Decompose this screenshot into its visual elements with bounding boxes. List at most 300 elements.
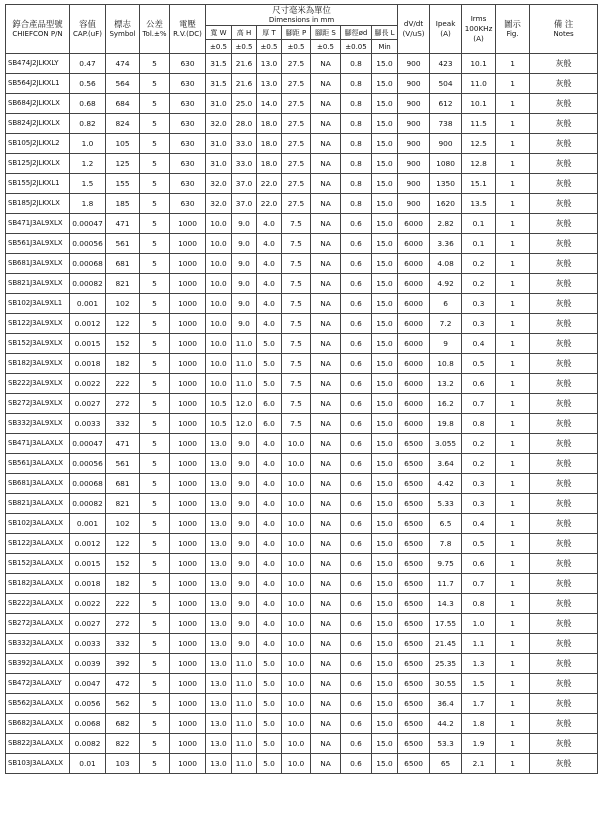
cell-pitch-p: 27.5 xyxy=(282,94,311,114)
cell-height: 9.0 xyxy=(232,494,257,514)
cell-lead-length: 15.0 xyxy=(372,614,398,634)
cell-lead-length: 15.0 xyxy=(372,474,398,494)
cell-lead-diameter: 0.6 xyxy=(341,614,372,634)
cell-lead-diameter: 0.6 xyxy=(341,634,372,654)
cell-tolerance: 5 xyxy=(140,594,170,614)
cell-figure: 1 xyxy=(496,594,530,614)
cell-irms: 0.3 xyxy=(462,314,496,334)
cell-ipeak: 11.7 xyxy=(430,574,462,594)
table-row xyxy=(6,54,598,74)
cell-width: 31.5 xyxy=(206,74,232,94)
cell-part-number: SB103J3ALAXLX xyxy=(6,754,70,774)
table-row xyxy=(6,254,598,274)
cell-dvdt: 6500 xyxy=(398,554,430,574)
cell-lead-length: 15.0 xyxy=(372,454,398,474)
cell-rated-voltage: 1000 xyxy=(170,594,206,614)
cell-thickness: 4.0 xyxy=(257,554,282,574)
cell-lead-diameter: 0.6 xyxy=(341,574,372,594)
cell-dvdt: 6000 xyxy=(398,314,430,334)
cell-symbol: 824 xyxy=(106,114,140,134)
cell-figure: 1 xyxy=(496,474,530,494)
cell-height: 9.0 xyxy=(232,274,257,294)
cell-rated-voltage: 1000 xyxy=(170,554,206,574)
table-row xyxy=(6,454,598,474)
cell-height: 9.0 xyxy=(232,234,257,254)
table-body xyxy=(6,54,598,774)
cell-height: 9.0 xyxy=(232,454,257,474)
cell-thickness: 5.0 xyxy=(257,334,282,354)
cell-width: 32.0 xyxy=(206,194,232,214)
cell-height: 11.0 xyxy=(232,674,257,694)
cell-figure: 1 xyxy=(496,314,530,334)
cell-height: 9.0 xyxy=(232,594,257,614)
table-row xyxy=(6,314,598,334)
cell-height: 9.0 xyxy=(232,514,257,534)
table-row xyxy=(6,694,598,714)
cell-tolerance: 5 xyxy=(140,474,170,494)
cell-ipeak: 6 xyxy=(430,294,462,314)
cell-irms: 0.5 xyxy=(462,534,496,554)
cell-symbol: 182 xyxy=(106,574,140,594)
cell-figure: 1 xyxy=(496,674,530,694)
cell-tolerance: 5 xyxy=(140,234,170,254)
cell-lead-diameter: 0.6 xyxy=(341,474,372,494)
cell-dvdt: 6500 xyxy=(398,474,430,494)
header-lead-diameter-tol: ±0.05 xyxy=(341,40,372,54)
cell-tolerance: 5 xyxy=(140,414,170,434)
cell-figure: 1 xyxy=(496,454,530,474)
cell-part-number: SB474J2JLKXLY xyxy=(6,54,70,74)
cell-thickness: 18.0 xyxy=(257,134,282,154)
cell-lead-diameter: 0.6 xyxy=(341,374,372,394)
cell-lead-length: 15.0 xyxy=(372,234,398,254)
cell-tolerance: 5 xyxy=(140,94,170,114)
cell-lead-diameter: 0.8 xyxy=(341,74,372,94)
header-lead-diameter: 腳徑ød xyxy=(341,26,372,40)
cell-figure: 1 xyxy=(496,514,530,534)
cell-irms: 0.4 xyxy=(462,334,496,354)
header-tolerance: 公差 Tol.±% xyxy=(140,5,170,54)
cell-pitch-s: NA xyxy=(311,474,341,494)
cell-notes: 灰般 xyxy=(530,754,598,774)
cell-part-number: SB681J3AL9XLX xyxy=(6,254,70,274)
cell-pitch-s: NA xyxy=(311,434,341,454)
cell-rated-voltage: 1000 xyxy=(170,714,206,734)
cell-symbol: 684 xyxy=(106,94,140,114)
cell-irms: 0.3 xyxy=(462,494,496,514)
cell-pitch-s: NA xyxy=(311,594,341,614)
cell-thickness: 4.0 xyxy=(257,454,282,474)
cell-tolerance: 5 xyxy=(140,354,170,374)
cell-thickness: 4.0 xyxy=(257,614,282,634)
cell-lead-diameter: 0.6 xyxy=(341,274,372,294)
cell-figure: 1 xyxy=(496,194,530,214)
table-header xyxy=(6,5,598,54)
cell-tolerance: 5 xyxy=(140,394,170,414)
cell-width: 13.0 xyxy=(206,454,232,474)
cell-dvdt: 6500 xyxy=(398,714,430,734)
cell-lead-length: 15.0 xyxy=(372,434,398,454)
cell-lead-diameter: 0.6 xyxy=(341,734,372,754)
cell-symbol: 392 xyxy=(106,654,140,674)
cell-part-number: SB681J3ALAXLX xyxy=(6,474,70,494)
cell-capacitance: 0.00047 xyxy=(70,214,106,234)
cell-irms: 1.7 xyxy=(462,694,496,714)
cell-width: 13.0 xyxy=(206,754,232,774)
cell-symbol: 125 xyxy=(106,154,140,174)
cell-part-number: SB185J2JLKXLX xyxy=(6,194,70,214)
header-lead-length-min: Min xyxy=(372,40,398,54)
cell-width: 10.0 xyxy=(206,234,232,254)
cell-symbol: 102 xyxy=(106,294,140,314)
cell-symbol: 152 xyxy=(106,554,140,574)
table-row xyxy=(6,594,598,614)
cell-lead-diameter: 0.6 xyxy=(341,494,372,514)
cell-irms: 15.1 xyxy=(462,174,496,194)
cell-part-number: SB392J3ALAXLX xyxy=(6,654,70,674)
cell-pitch-p: 7.5 xyxy=(282,294,311,314)
table-row xyxy=(6,534,598,554)
cell-lead-length: 15.0 xyxy=(372,314,398,334)
cell-part-number: SB682J3ALAXLX xyxy=(6,714,70,734)
table-row xyxy=(6,94,598,114)
cell-pitch-s: NA xyxy=(311,614,341,634)
cell-notes: 灰般 xyxy=(530,514,598,534)
cell-ipeak: 3.36 xyxy=(430,234,462,254)
cell-capacitance: 0.0018 xyxy=(70,574,106,594)
cell-thickness: 4.0 xyxy=(257,634,282,654)
cell-lead-diameter: 0.6 xyxy=(341,294,372,314)
cell-tolerance: 5 xyxy=(140,714,170,734)
cell-figure: 1 xyxy=(496,114,530,134)
cell-notes: 灰般 xyxy=(530,374,598,394)
cell-lead-diameter: 0.6 xyxy=(341,314,372,334)
table-row xyxy=(6,114,598,134)
cell-pitch-s: NA xyxy=(311,354,341,374)
cell-notes: 灰般 xyxy=(530,434,598,454)
cell-symbol: 682 xyxy=(106,714,140,734)
cell-irms: 12.5 xyxy=(462,134,496,154)
cell-notes: 灰般 xyxy=(530,654,598,674)
cell-pitch-s: NA xyxy=(311,734,341,754)
cell-ipeak: 1080 xyxy=(430,154,462,174)
cell-part-number: SB561J3AL9XLX xyxy=(6,234,70,254)
cell-pitch-p: 7.5 xyxy=(282,354,311,374)
cell-tolerance: 5 xyxy=(140,494,170,514)
cell-irms: 0.3 xyxy=(462,294,496,314)
cell-dvdt: 6500 xyxy=(398,574,430,594)
cell-lead-length: 15.0 xyxy=(372,714,398,734)
cell-lead-length: 15.0 xyxy=(372,174,398,194)
cell-dvdt: 6500 xyxy=(398,654,430,674)
cell-capacitance: 0.0018 xyxy=(70,354,106,374)
cell-thickness: 13.0 xyxy=(257,54,282,74)
cell-capacitance: 0.82 xyxy=(70,114,106,134)
cell-pitch-p: 7.5 xyxy=(282,334,311,354)
cell-thickness: 18.0 xyxy=(257,114,282,134)
table-row xyxy=(6,194,598,214)
cell-symbol: 681 xyxy=(106,254,140,274)
cell-ipeak: 504 xyxy=(430,74,462,94)
cell-dvdt: 900 xyxy=(398,134,430,154)
cell-pitch-p: 10.0 xyxy=(282,434,311,454)
cell-pitch-s: NA xyxy=(311,494,341,514)
cell-rated-voltage: 630 xyxy=(170,54,206,74)
cell-figure: 1 xyxy=(496,734,530,754)
cell-width: 13.0 xyxy=(206,514,232,534)
cell-part-number: SB155J2JLKXL1 xyxy=(6,174,70,194)
cell-width: 13.0 xyxy=(206,614,232,634)
cell-tolerance: 5 xyxy=(140,54,170,74)
header-width-tol: ±0.5 xyxy=(206,40,232,54)
cell-width: 13.0 xyxy=(206,734,232,754)
cell-rated-voltage: 1000 xyxy=(170,754,206,774)
cell-symbol: 681 xyxy=(106,474,140,494)
cell-part-number: SB182J3AL9XLX xyxy=(6,354,70,374)
cell-rated-voltage: 1000 xyxy=(170,674,206,694)
cell-pitch-p: 27.5 xyxy=(282,74,311,94)
cell-pitch-s: NA xyxy=(311,374,341,394)
cell-dvdt: 6000 xyxy=(398,294,430,314)
cell-rated-voltage: 1000 xyxy=(170,634,206,654)
cell-height: 11.0 xyxy=(232,734,257,754)
header-pitch-s-tol: ±0.5 xyxy=(311,40,341,54)
cell-tolerance: 5 xyxy=(140,294,170,314)
cell-thickness: 4.0 xyxy=(257,274,282,294)
cell-rated-voltage: 630 xyxy=(170,114,206,134)
cell-part-number: SB822J3ALAXLX xyxy=(6,734,70,754)
header-lead-length: 腳長 L xyxy=(372,26,398,40)
cell-tolerance: 5 xyxy=(140,174,170,194)
cell-ipeak: 44.2 xyxy=(430,714,462,734)
cell-lead-diameter: 0.8 xyxy=(341,134,372,154)
header-ipeak: Ipeak (A) xyxy=(430,5,462,54)
cell-irms: 1.5 xyxy=(462,674,496,694)
table-row xyxy=(6,134,598,154)
cell-pitch-s: NA xyxy=(311,574,341,594)
cell-capacitance: 0.0015 xyxy=(70,554,106,574)
cell-lead-length: 15.0 xyxy=(372,74,398,94)
cell-height: 9.0 xyxy=(232,474,257,494)
header-pitch-s: 腳距 S xyxy=(311,26,341,40)
cell-thickness: 22.0 xyxy=(257,194,282,214)
cell-capacitance: 0.0015 xyxy=(70,334,106,354)
cell-dvdt: 6000 xyxy=(398,274,430,294)
cell-figure: 1 xyxy=(496,494,530,514)
cell-pitch-p: 7.5 xyxy=(282,394,311,414)
cell-lead-diameter: 0.8 xyxy=(341,54,372,74)
cell-tolerance: 5 xyxy=(140,574,170,594)
cell-lead-diameter: 0.6 xyxy=(341,414,372,434)
cell-irms: 10.1 xyxy=(462,94,496,114)
table-row xyxy=(6,434,598,454)
cell-figure: 1 xyxy=(496,54,530,74)
cell-irms: 0.8 xyxy=(462,594,496,614)
header-width: 寬 W xyxy=(206,26,232,40)
cell-lead-diameter: 0.6 xyxy=(341,514,372,534)
cell-dvdt: 6500 xyxy=(398,754,430,774)
cell-capacitance: 0.0012 xyxy=(70,534,106,554)
cell-dvdt: 6500 xyxy=(398,614,430,634)
cell-capacitance: 0.00056 xyxy=(70,234,106,254)
cell-dvdt: 6000 xyxy=(398,234,430,254)
cell-rated-voltage: 1000 xyxy=(170,254,206,274)
cell-notes: 灰般 xyxy=(530,554,598,574)
cell-symbol: 222 xyxy=(106,374,140,394)
cell-figure: 1 xyxy=(496,554,530,574)
cell-thickness: 4.0 xyxy=(257,574,282,594)
cell-tolerance: 5 xyxy=(140,534,170,554)
cell-ipeak: 3.64 xyxy=(430,454,462,474)
cell-part-number: SB152J3AL9XLX xyxy=(6,334,70,354)
cell-width: 31.0 xyxy=(206,134,232,154)
cell-irms: 0.7 xyxy=(462,574,496,594)
cell-rated-voltage: 1000 xyxy=(170,654,206,674)
cell-ipeak: 14.3 xyxy=(430,594,462,614)
cell-rated-voltage: 1000 xyxy=(170,374,206,394)
cell-dvdt: 6000 xyxy=(398,354,430,374)
cell-width: 13.0 xyxy=(206,634,232,654)
cell-figure: 1 xyxy=(496,534,530,554)
cell-tolerance: 5 xyxy=(140,694,170,714)
cell-part-number: SB821J3ALAXLX xyxy=(6,494,70,514)
cell-ipeak: 738 xyxy=(430,114,462,134)
table-row xyxy=(6,154,598,174)
cell-lead-diameter: 0.8 xyxy=(341,154,372,174)
cell-height: 11.0 xyxy=(232,714,257,734)
cell-part-number: SB222J3AL9XLX xyxy=(6,374,70,394)
cell-capacitance: 0.0027 xyxy=(70,394,106,414)
cell-ipeak: 1350 xyxy=(430,174,462,194)
cell-tolerance: 5 xyxy=(140,314,170,334)
cell-pitch-s: NA xyxy=(311,54,341,74)
cell-notes: 灰般 xyxy=(530,454,598,474)
cell-notes: 灰般 xyxy=(530,694,598,714)
cell-rated-voltage: 1000 xyxy=(170,494,206,514)
cell-notes: 灰般 xyxy=(530,474,598,494)
cell-pitch-p: 10.0 xyxy=(282,574,311,594)
cell-pitch-p: 10.0 xyxy=(282,674,311,694)
cell-lead-diameter: 0.8 xyxy=(341,194,372,214)
cell-rated-voltage: 1000 xyxy=(170,694,206,714)
cell-dvdt: 900 xyxy=(398,54,430,74)
header-height-tol: ±0.5 xyxy=(232,40,257,54)
cell-ipeak: 4.92 xyxy=(430,274,462,294)
cell-pitch-p: 10.0 xyxy=(282,614,311,634)
cell-notes: 灰般 xyxy=(530,534,598,554)
cell-ipeak: 16.2 xyxy=(430,394,462,414)
cell-lead-diameter: 0.6 xyxy=(341,714,372,734)
cell-thickness: 18.0 xyxy=(257,154,282,174)
cell-irms: 0.5 xyxy=(462,354,496,374)
cell-tolerance: 5 xyxy=(140,194,170,214)
cell-notes: 灰般 xyxy=(530,574,598,594)
cell-irms: 1.9 xyxy=(462,734,496,754)
cell-lead-length: 15.0 xyxy=(372,654,398,674)
cell-dvdt: 6000 xyxy=(398,214,430,234)
cell-figure: 1 xyxy=(496,334,530,354)
cell-tolerance: 5 xyxy=(140,254,170,274)
cell-part-number: SB821J3AL9XLX xyxy=(6,274,70,294)
cell-part-number: SB332J3ALAXLX xyxy=(6,634,70,654)
cell-height: 33.0 xyxy=(232,154,257,174)
cell-irms: 0.2 xyxy=(462,434,496,454)
cell-notes: 灰般 xyxy=(530,254,598,274)
cell-width: 13.0 xyxy=(206,694,232,714)
cell-capacitance: 1.0 xyxy=(70,134,106,154)
cell-lead-diameter: 0.6 xyxy=(341,254,372,274)
cell-ipeak: 13.2 xyxy=(430,374,462,394)
cell-part-number: SB122J3AL9XLX xyxy=(6,314,70,334)
cell-width: 10.0 xyxy=(206,374,232,394)
cell-notes: 灰般 xyxy=(530,674,598,694)
cell-ipeak: 7.2 xyxy=(430,314,462,334)
cell-lead-diameter: 0.6 xyxy=(341,334,372,354)
cell-tolerance: 5 xyxy=(140,334,170,354)
cell-rated-voltage: 1000 xyxy=(170,514,206,534)
cell-width: 10.5 xyxy=(206,394,232,414)
cell-height: 9.0 xyxy=(232,574,257,594)
header-rated-voltage: 電壓 R.V.(DC) xyxy=(170,5,206,54)
cell-dvdt: 6500 xyxy=(398,434,430,454)
cell-symbol: 152 xyxy=(106,334,140,354)
cell-figure: 1 xyxy=(496,154,530,174)
cell-dvdt: 6000 xyxy=(398,254,430,274)
cell-capacitance: 0.68 xyxy=(70,94,106,114)
cell-height: 11.0 xyxy=(232,334,257,354)
cell-lead-diameter: 0.6 xyxy=(341,694,372,714)
cell-pitch-p: 10.0 xyxy=(282,754,311,774)
cell-capacitance: 0.0012 xyxy=(70,314,106,334)
cell-part-number: SB684J2JLKXLX xyxy=(6,94,70,114)
cell-height: 9.0 xyxy=(232,214,257,234)
cell-notes: 灰般 xyxy=(530,174,598,194)
cell-dvdt: 900 xyxy=(398,174,430,194)
table-row xyxy=(6,354,598,374)
cell-width: 10.0 xyxy=(206,314,232,334)
cell-capacitance: 0.01 xyxy=(70,754,106,774)
cell-symbol: 155 xyxy=(106,174,140,194)
cell-thickness: 4.0 xyxy=(257,594,282,614)
cell-symbol: 122 xyxy=(106,314,140,334)
cell-lead-length: 15.0 xyxy=(372,674,398,694)
cell-notes: 灰般 xyxy=(530,194,598,214)
cell-pitch-p: 7.5 xyxy=(282,414,311,434)
table-row xyxy=(6,674,598,694)
cell-lead-length: 15.0 xyxy=(372,54,398,74)
cell-ipeak: 6.5 xyxy=(430,514,462,534)
cell-width: 10.5 xyxy=(206,414,232,434)
cell-irms: 0.2 xyxy=(462,454,496,474)
cell-figure: 1 xyxy=(496,434,530,454)
cell-capacitance: 1.8 xyxy=(70,194,106,214)
cell-figure: 1 xyxy=(496,614,530,634)
cell-dvdt: 6500 xyxy=(398,634,430,654)
cell-rated-voltage: 630 xyxy=(170,154,206,174)
cell-thickness: 4.0 xyxy=(257,534,282,554)
cell-lead-diameter: 0.6 xyxy=(341,234,372,254)
cell-irms: 1.3 xyxy=(462,654,496,674)
cell-pitch-p: 7.5 xyxy=(282,314,311,334)
cell-dvdt: 6500 xyxy=(398,534,430,554)
cell-pitch-s: NA xyxy=(311,74,341,94)
cell-lead-diameter: 0.6 xyxy=(341,654,372,674)
cell-dvdt: 6000 xyxy=(398,334,430,354)
cell-width: 13.0 xyxy=(206,494,232,514)
cell-thickness: 5.0 xyxy=(257,374,282,394)
cell-tolerance: 5 xyxy=(140,614,170,634)
cell-thickness: 22.0 xyxy=(257,174,282,194)
